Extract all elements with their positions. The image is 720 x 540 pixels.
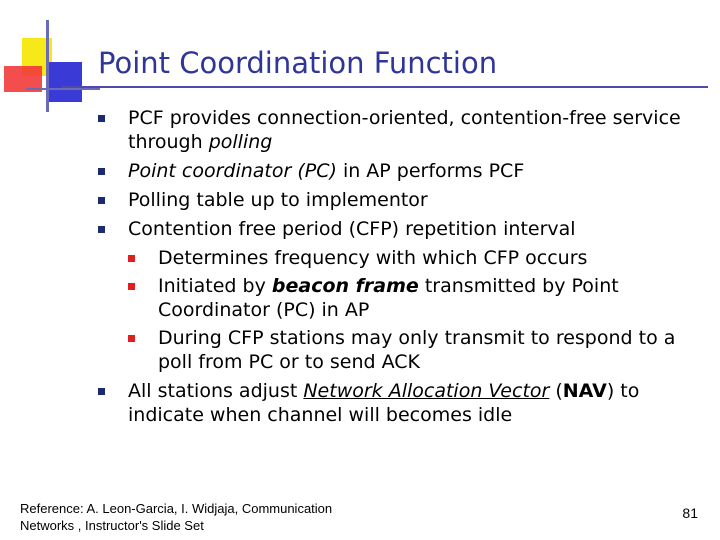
text-run: Polling table up to implementor [128,189,428,211]
bullet-item [98,106,698,154]
square-bullet-icon [98,226,105,233]
text-run: ( [549,380,563,402]
sub-bullet-item [128,246,698,270]
bullet-text [128,380,639,426]
bullet-item [98,379,698,427]
text-run: in AP performs PCF [336,160,525,182]
logo-vertical-line [46,20,49,112]
bullet-text [128,160,524,182]
red-square-bullet-icon [128,255,135,262]
text-run: Point coordinator (PC) [128,160,337,182]
sub-bullet-text [158,327,675,373]
sub-bullet-text [158,247,587,269]
slide-logo-decoration [0,0,100,120]
text-run: Network Allocation Vector [303,380,550,402]
logo-blue-square [46,62,82,102]
red-square-bullet-icon [128,283,135,290]
sub-bullet-list [98,246,698,374]
bullet-item [98,217,698,241]
text-run: polling [208,131,273,153]
text-run: beacon frame [271,275,419,297]
title-underline-rule [62,86,708,88]
text-run: Contention free period (CFP) repetition interval [128,218,576,240]
page-number: 81 [682,505,698,521]
bullet-text [128,218,576,240]
square-bullet-icon [98,388,105,395]
red-square-bullet-icon [128,335,135,342]
bullet-item [98,188,698,212]
square-bullet-icon [98,115,105,122]
slide-title: Point Coordination Function [98,46,498,80]
text-run: All stations adjust [128,380,304,402]
square-bullet-icon [98,197,105,204]
text-run: Determines frequency with which CFP occurs [158,247,588,269]
logo-horizontal-line [26,88,100,90]
bullet-text [128,189,428,211]
text-run: NAV [562,380,607,402]
sub-bullet-item [128,274,698,322]
square-bullet-icon [98,168,105,175]
text-run: ) to indicate when channel will becomes idle [128,380,640,426]
text-run: PCF provides connection-oriented, contention-free service through [128,107,681,153]
text-run: transmitted by Point Coordinator (PC) in AP [158,275,619,321]
text-run: Initiated by [158,275,272,297]
text-run: During CFP stations may only transmit to respond to a poll from PC or to send ACK [158,327,676,373]
bullet-list [98,106,698,432]
footer-reference: Reference: A. Leon-Garcia, I. Widjaja, Communication Networks , Instructor's Slide Set [20,501,333,533]
sub-bullet-text [158,275,619,321]
bullet-text [128,107,681,153]
bullet-item [98,159,698,183]
sub-bullet-item [128,326,698,374]
